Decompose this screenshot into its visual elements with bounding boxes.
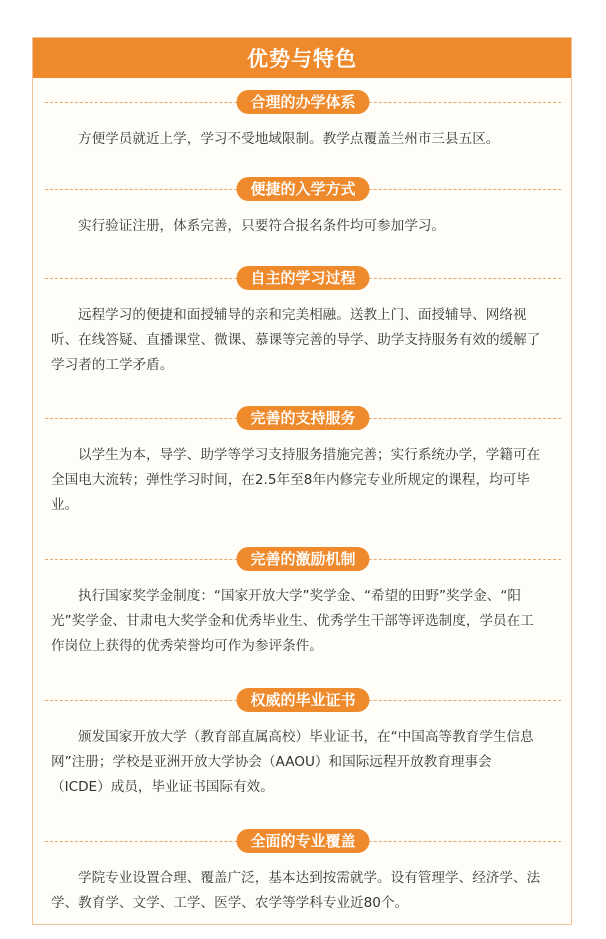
section-text: 颁发国家开放大学（教育部直属高校）毕业证书，在“中国高等教育学生信息网”注册；学校是亚洲开放大学协会（AAOU）和国际远程开放教育理事会（ICDE）成员，毕业证书国际有效。 bbox=[51, 729, 534, 795]
card-header bbox=[33, 38, 571, 78]
section-diploma bbox=[33, 688, 573, 800]
section-title: 权威的毕业证书 bbox=[236, 688, 369, 712]
section-divider bbox=[33, 547, 573, 571]
features-card bbox=[32, 37, 572, 925]
page-title: 优势与特色 bbox=[247, 47, 357, 71]
section-divider bbox=[33, 688, 573, 712]
section-text: 执行国家奖学金制度：“国家开放大学”奖学金、“希望的田野”奖学金、“阳光”奖学金、甘肃电大奖学金和优秀毕业生、优秀学生干部等评选制度，学员在工作岗位上获得的优秀荣誉均可作为参评条件。 bbox=[51, 588, 534, 654]
section-text: 远程学习的便捷和面授辅导的亲和完美相融。送教上门、面授辅导、网络视听、在线答疑、直播课堂、微课、慕课等完善的导学、助学支持服务有效的缓解了学习者的工学矛盾。 bbox=[51, 307, 541, 373]
section-divider bbox=[33, 90, 573, 114]
section-learning-process bbox=[33, 266, 573, 378]
section-divider bbox=[33, 266, 573, 290]
section-enrollment bbox=[33, 177, 573, 239]
section-text: 学院专业设置合理、覆盖广泛，基本达到按需就学。设有管理学、经济学、法学、教育学、文学、工学、医学、农学等学科专业近80个。 bbox=[51, 870, 541, 911]
section-reasonable-system bbox=[33, 90, 573, 152]
section-title: 完善的支持服务 bbox=[236, 406, 369, 430]
section-divider bbox=[33, 177, 573, 201]
section-incentives bbox=[33, 547, 573, 659]
section-divider bbox=[33, 406, 573, 430]
section-title: 完善的激励机制 bbox=[236, 547, 369, 571]
section-divider bbox=[33, 829, 573, 853]
section-title: 自主的学习过程 bbox=[236, 266, 369, 290]
section-text: 以学生为本，导学、助学等学习支持服务措施完善；实行系统办学，学籍可在全国电大流转；弹性学习时间，在2.5年至8年内修完专业所规定的课程，均可毕业。 bbox=[51, 447, 541, 513]
section-support-services bbox=[33, 406, 573, 518]
section-title: 全面的专业覆盖 bbox=[236, 829, 369, 853]
section-majors bbox=[33, 829, 573, 916]
section-title: 便捷的入学方式 bbox=[236, 177, 369, 201]
section-title: 合理的办学体系 bbox=[236, 90, 369, 114]
section-text: 方便学员就近上学，学习不受地域限制。教学点覆盖兰州市三县五区。 bbox=[78, 131, 500, 147]
section-text: 实行验证注册，体系完善，只要符合报名条件均可参加学习。 bbox=[78, 218, 446, 234]
